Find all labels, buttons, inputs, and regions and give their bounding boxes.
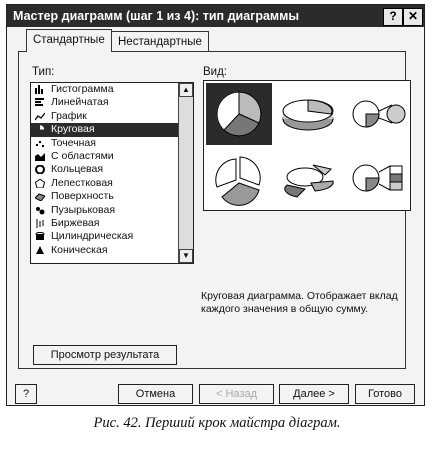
chart-type-label: С областями <box>51 149 114 162</box>
help-button[interactable]: ? <box>15 384 37 404</box>
chart-type-item[interactable] <box>31 150 193 163</box>
scroll-down-button[interactable]: ▼ <box>179 249 193 263</box>
chart-type-item[interactable] <box>31 244 193 257</box>
exploded-pie-3d-icon <box>275 147 341 209</box>
subtype-pie-of-pie[interactable] <box>344 83 410 145</box>
pie-3d-icon <box>275 83 341 145</box>
chart-type-item[interactable] <box>31 230 193 243</box>
chart-type-label: Коническая <box>51 243 108 256</box>
chart-type-label: Точечная <box>51 136 96 149</box>
chart-type-item[interactable] <box>31 123 193 136</box>
pie-subtype-icon <box>206 83 272 145</box>
chart-type-label: Круговая <box>51 123 95 136</box>
subtype-bar-of-pie[interactable] <box>344 147 410 209</box>
exploded-pie-icon <box>206 147 272 209</box>
pie-of-pie-icon <box>344 83 410 145</box>
list-scrollbar[interactable] <box>178 83 193 263</box>
view-label: Вид: <box>203 66 227 78</box>
cylinder-icon <box>35 232 45 241</box>
chart-subtype-gallery <box>203 80 411 211</box>
bar-of-pie-icon <box>344 147 410 209</box>
finish-button[interactable]: Готово <box>355 384 415 404</box>
subtype-exploded-pie[interactable] <box>206 147 272 209</box>
scroll-up-button[interactable]: ▲ <box>179 83 193 97</box>
chart-type-item[interactable] <box>31 190 193 203</box>
chart-type-item[interactable] <box>31 110 193 123</box>
tab-custom[interactable]: Нестандартные <box>111 31 209 51</box>
line-icon <box>35 112 45 121</box>
chart-type-label: Пузырьковая <box>51 203 116 216</box>
chart-type-label: Лепестковая <box>51 176 113 189</box>
subtype-exploded-pie-3d[interactable] <box>275 147 341 209</box>
title-bar <box>7 5 424 27</box>
subtype-pie[interactable] <box>206 83 272 145</box>
type-label: Тип: <box>32 66 55 78</box>
chart-type-label: Гистограмма <box>51 83 114 95</box>
pie-icon <box>35 125 45 134</box>
figure-caption: Рис. 42. Перший крок майстра діаграм. <box>93 415 341 431</box>
chart-type-item[interactable] <box>31 163 193 176</box>
chart-type-item[interactable] <box>31 83 193 96</box>
scatter-icon <box>35 139 45 148</box>
stock-icon <box>35 219 45 228</box>
help-title-button[interactable]: ? <box>383 8 403 26</box>
histogram-icon <box>35 85 45 94</box>
chart-type-item[interactable] <box>31 217 193 230</box>
tab-standard[interactable]: Стандартные <box>26 29 112 52</box>
chart-type-label: Линейчатая <box>51 96 109 109</box>
chart-type-item[interactable] <box>31 177 193 190</box>
back-button[interactable]: < Назад <box>199 384 274 404</box>
chart-type-label: График <box>51 109 87 122</box>
close-button[interactable]: ✕ <box>403 8 423 26</box>
bubble-icon <box>35 206 45 215</box>
chart-type-label: Кольцевая <box>51 163 104 176</box>
bar-icon <box>35 98 45 107</box>
cancel-button[interactable]: Отмена <box>118 384 193 404</box>
chart-type-item[interactable] <box>31 96 193 109</box>
chart-type-item[interactable] <box>31 137 193 150</box>
area-icon <box>35 152 45 161</box>
surface-icon <box>35 192 45 201</box>
subtype-pie-3d[interactable] <box>275 83 341 145</box>
window-title: Мастер диаграмм (шаг 1 из 4): тип диаграммы <box>13 9 300 23</box>
chart-description: Круговая диаграмма. Отображает вклад каждого значения в общую сумму. <box>201 290 398 315</box>
preview-button[interactable]: Просмотр результата <box>33 345 177 365</box>
cone-icon <box>35 246 45 255</box>
donut-icon <box>35 165 45 174</box>
radar-icon <box>35 179 45 188</box>
chart-type-item[interactable] <box>31 204 193 217</box>
chart-type-label: Биржевая <box>51 216 100 229</box>
chart-type-list[interactable] <box>30 82 194 264</box>
next-button[interactable]: Далее > <box>279 384 349 404</box>
chart-type-label: Поверхность <box>51 190 114 203</box>
chart-type-label: Цилиндрическая <box>51 230 134 243</box>
